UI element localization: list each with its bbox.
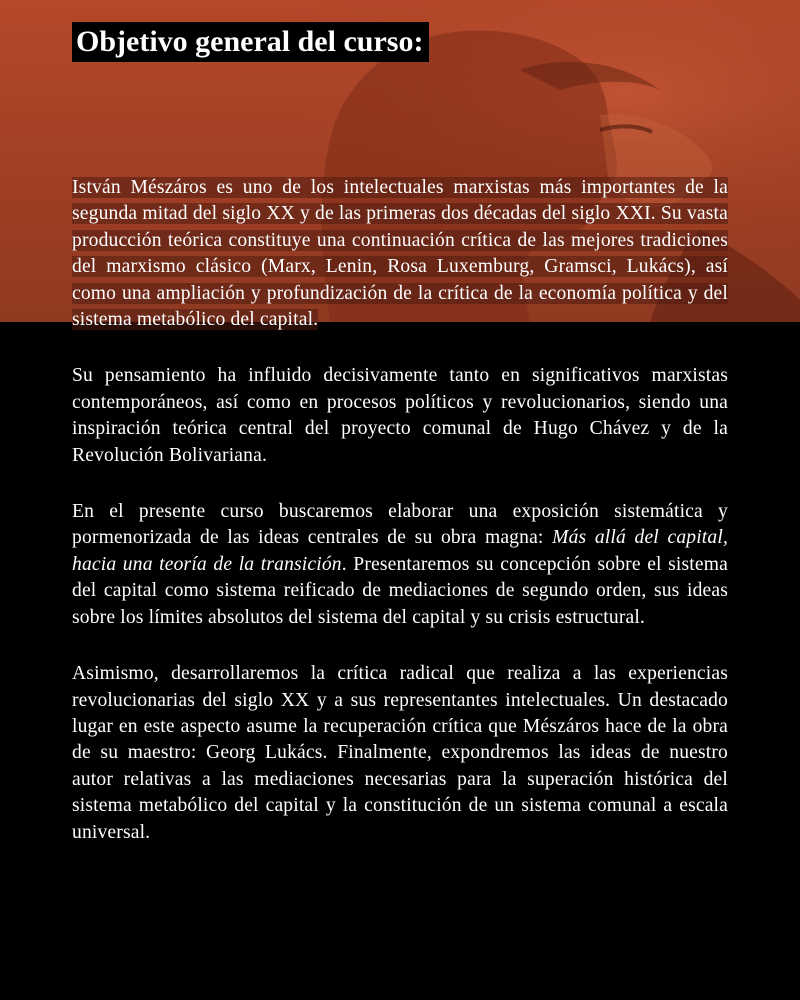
- paragraph-course-plan: [72, 499, 728, 631]
- paragraph-intro-text: István Mészáros es uno de los intelectuales marxistas más importantes de la segunda mitad del siglo XX y de las primeras dos décadas del siglo XXI. Su vasta producción teórica constituye una continuación crítica de las mejores tradiciones del marxismo clásico (Marx, Lenin, Rosa Luxemburg, Gramsci, Lukács), así como una ampliación y profundización de la crítica de la economía política y del sistema metabólico del capital.: [72, 177, 728, 331]
- paragraph-influence: Su pensamiento ha influido decisivamente tanto en significativos marxistas contemporáneos, así como en procesos políticos y revolucionarios, siendo una inspiración teórica central del proyecto comunal de Hugo Chávez y de la Revolución Bolivariana.: [72, 365, 728, 466]
- course-plan-text-end: . Presentaremos su concepción sobre el sistema del capital como sistema reificado de mediaciones de segundo orden, sus ideas sobre los límites absolutos del sistema del capital y su crisis estructural.: [72, 553, 728, 628]
- paragraph-critique: Asimismo, desarrollaremos la crítica radical que realiza a las experiencias revolucionarias del siglo XX y a sus representantes intelectuales. Un destacado lugar en este aspecto asume la recuperación crítica que Mészáros hace de la obra de su maestro: Georg Lukács. Finalmente, expondremos las ideas de nuestro autor relativas a las mediaciones necesarias para la superación histórica del sistema metabólico del capital y la constitución de un sistema comunal a escala universal.: [72, 663, 728, 843]
- course-description: [72, 175, 728, 876]
- course-plan-text-start: En el presente curso buscaremos elaborar una exposición sistemática y pormenorizada de las ideas centrales de su obra magna:: [72, 501, 728, 549]
- book-title: Más allá del capital, hacia una teoría de la transición: [72, 527, 728, 575]
- page-title: Objetivo general del curso:: [72, 22, 429, 62]
- paragraph-intro: [72, 175, 728, 333]
